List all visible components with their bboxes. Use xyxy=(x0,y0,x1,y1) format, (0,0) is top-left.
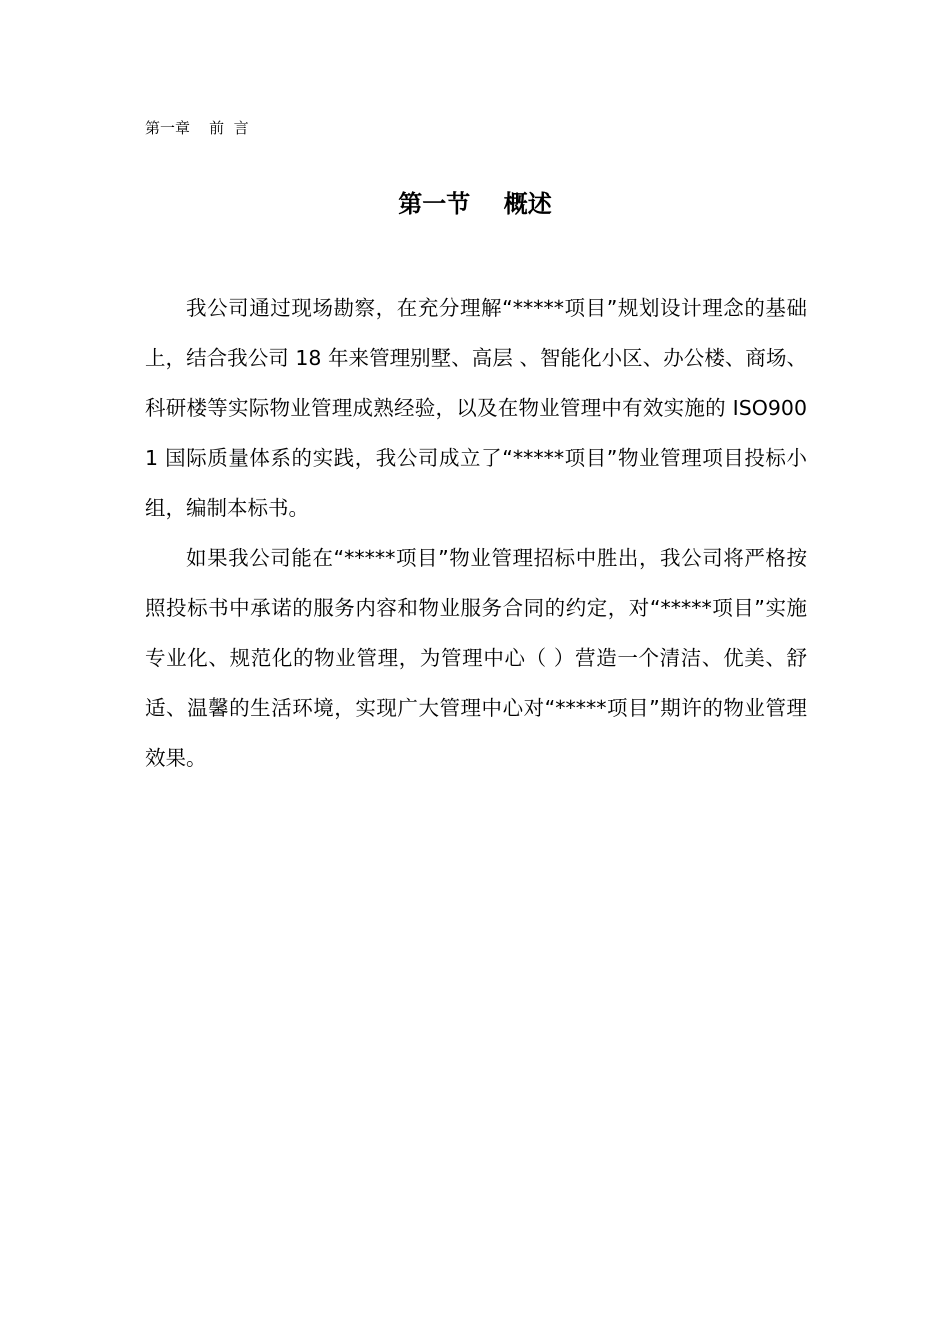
chapter-header: 第一章 前 言 xyxy=(145,119,249,137)
paragraph-commitment: 如果我公司能在“*****项目”物业管理招标中胜出，我公司将严格按照投标书中承诺的服务内容和物业服务合同的约定，对“*****项目”实施专业化、规范化的物业管理，为管理中心（ ）营造一个清洁、优美、舒适、温馨的生活环境，实现广大管理中心对“*****项目”期许的物业管理效果。 xyxy=(145,546,807,770)
paragraph-intro: 我公司通过现场勘察，在充分理解“*****项目”规划设计理念的基础上，结合我公司 18 年来管理别墅、高层 、智能化小区、办公楼、商场、科研楼等实际物业管理成熟经验，以及在物业管理中有效实施的 ISO9001 国际质量体系的实践，我公司成立了“*****项目”物业管理项目投标小组，编制本标书。 xyxy=(145,296,807,520)
body-text xyxy=(145,283,807,783)
section-title: 第一节 概述 xyxy=(398,190,552,218)
